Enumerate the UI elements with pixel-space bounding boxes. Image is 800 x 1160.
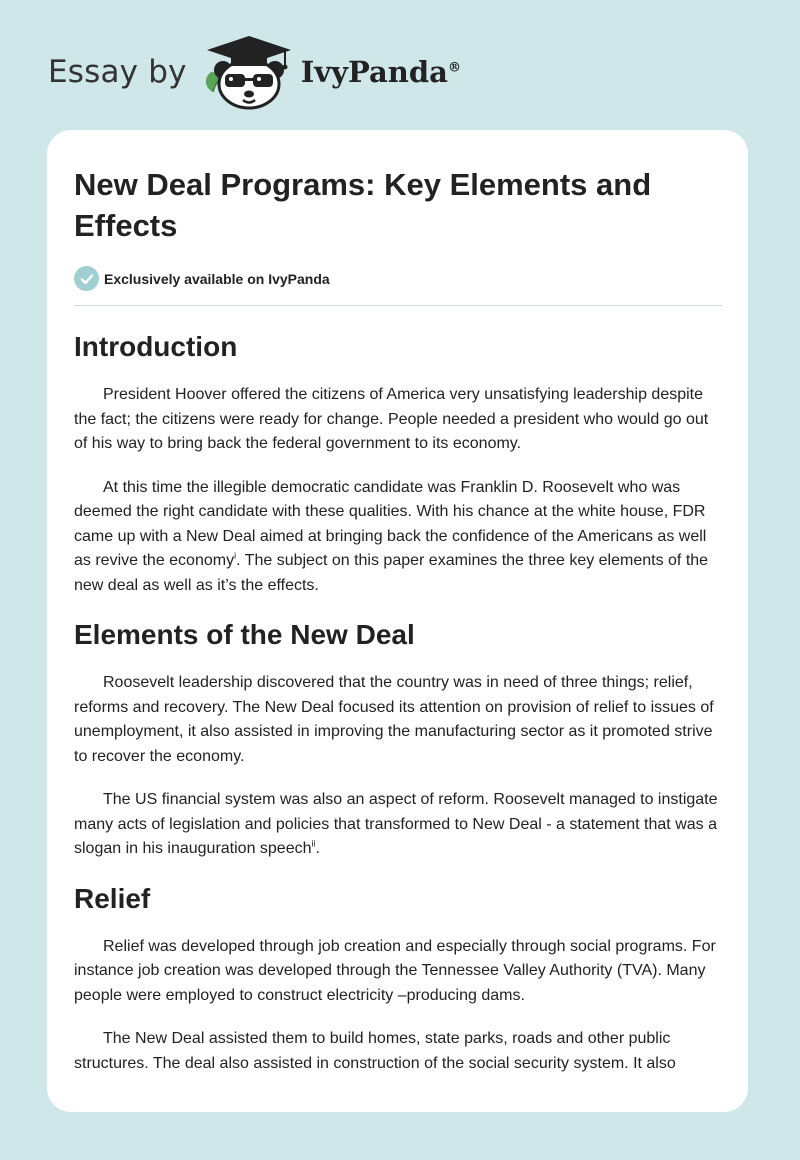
heading-relief: Relief	[74, 882, 151, 914]
exclusive-badge	[74, 266, 722, 291]
registered-mark: ®	[447, 60, 461, 76]
paragraph	[74, 788, 722, 862]
paragraph: The New Deal assisted them to build homes, state parks, roads and other public structures. The deal also assisted in construction of the social security system. It also	[74, 1030, 676, 1072]
exclusive-label: Exclusively available on IvyPanda	[104, 270, 330, 287]
brand-name[interactable]	[301, 55, 461, 89]
essay-title: New Deal Programs: Key Elements and Effects	[74, 167, 652, 243]
heading-introduction: Introduction	[74, 331, 238, 362]
divider	[74, 305, 722, 306]
ivypanda-logo-icon[interactable]	[201, 34, 297, 110]
essay-card	[47, 130, 748, 1112]
essay-by-label: Essay by	[48, 54, 187, 90]
footnote-ref[interactable]: i	[234, 550, 237, 561]
paragraph: Relief was developed through job creation and especially through social programs. For instance job creation was developed through the Tennessee Valley Authority (TVA). Many people were employed to construct electricity –producing dams.	[74, 937, 716, 1004]
paragraph-text: .	[315, 840, 320, 857]
check-icon	[74, 266, 99, 291]
footnote-ref[interactable]: ii	[311, 838, 316, 849]
paragraph-text: . The subject on this paper examines the three key elements of the new deal as well as it’s the effects.	[74, 552, 709, 594]
paragraph-text: At this time the illegible democratic candidate was Franklin D. Roosevelt who was deemed the right candidate with these qualities. With his chance at the white house, FDR came up with a New Deal aimed at bringing back the confidence of the Americans as well as revive the economy	[74, 478, 707, 569]
site-header	[48, 34, 461, 110]
paragraph: Roosevelt leadership discovered that the country was in need of three things; relief, reforms and recovery. The New Deal focused its attention on provision of relief to issues of unemployment, it also assisted in improving the manufacturing sector as it promoted strive to recover the economy.	[74, 674, 714, 765]
brand-name-text: IvyPanda	[300, 55, 448, 89]
paragraph	[74, 476, 722, 599]
paragraph: President Hoover offered the citizens of America very unsatisfying leadership despite the fact; the citizens were ready for change. People needed a president who would go out of his way to bring back the federal government to its economy.	[74, 386, 709, 452]
paragraph-text: The US financial system was also an aspect of reform. Roosevelt managed to instigate many acts of legislation and policies that transformed to New Deal - a statement that was a slogan in his inauguration speech	[74, 791, 718, 857]
heading-elements-of-new-deal: Elements of the New Deal	[74, 619, 415, 650]
